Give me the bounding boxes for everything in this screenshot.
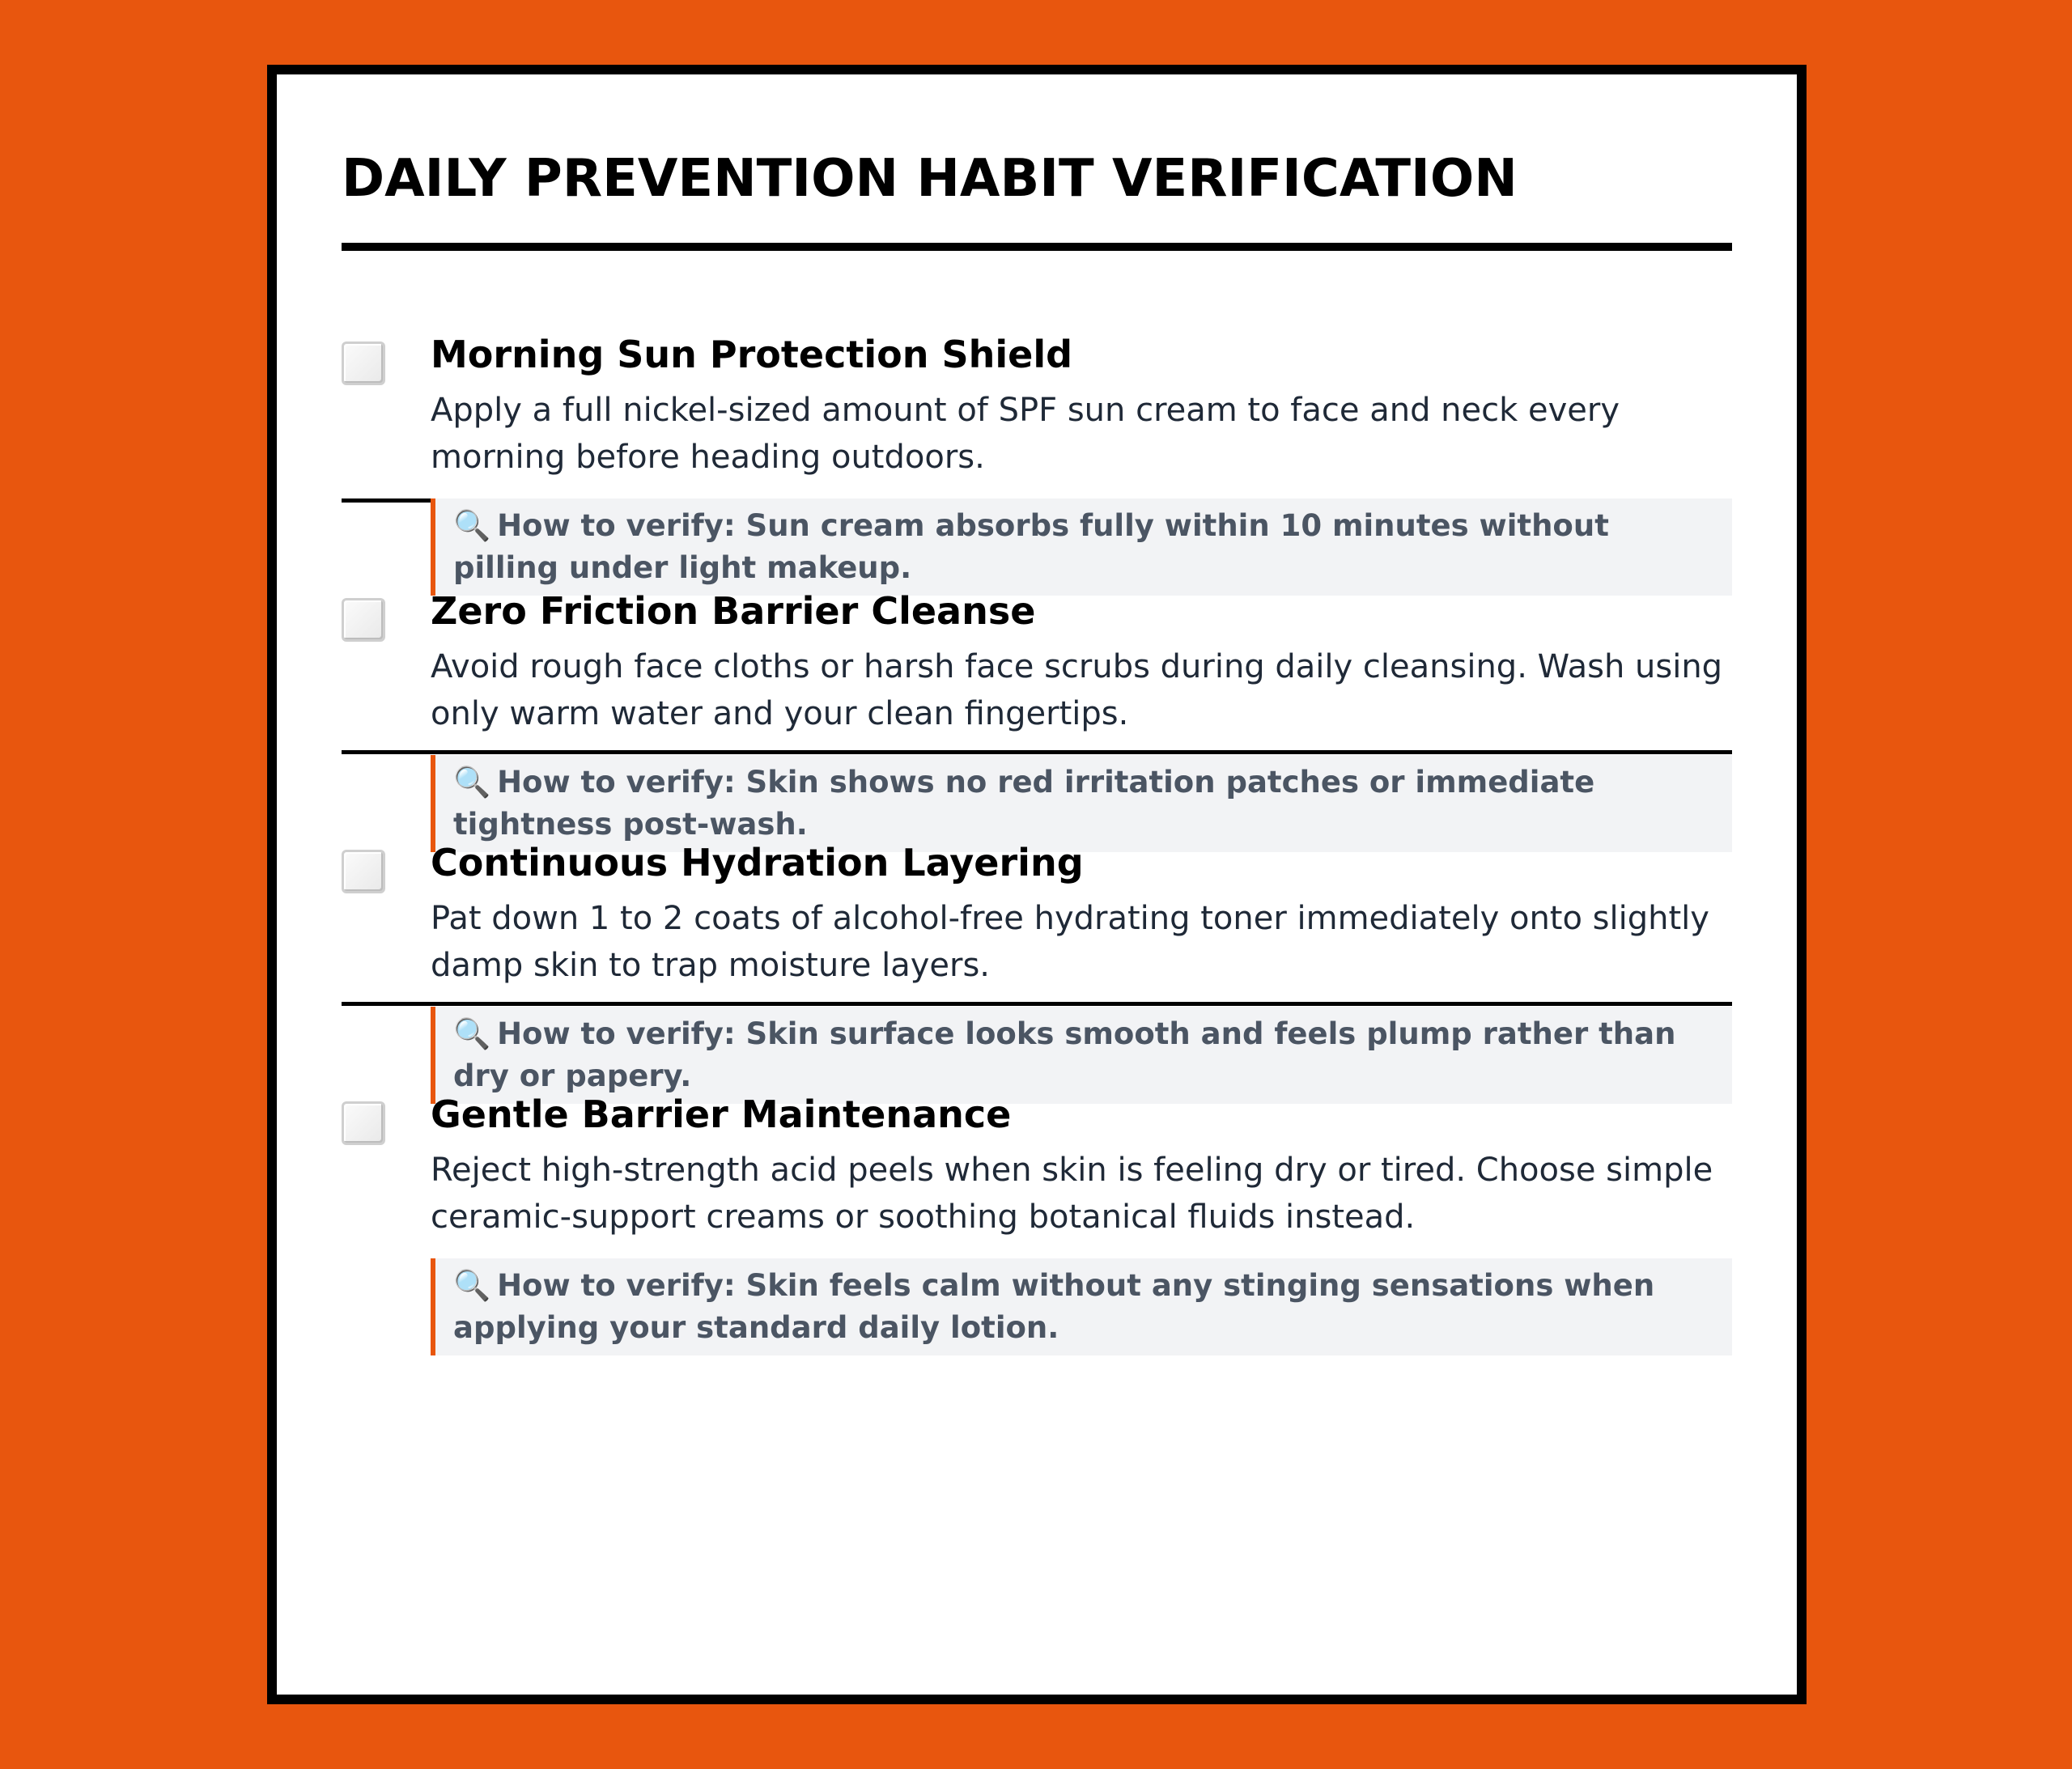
page-title: DAILY PREVENTION HABIT VERIFICATION <box>342 149 1518 209</box>
habit-checkbox[interactable] <box>342 598 385 642</box>
habit-item <box>342 251 1732 585</box>
magnifier-icon: 🔍 <box>453 1268 491 1303</box>
verify-text: How to verify: Sun cream absorbs fully within 10 minutes without pilling under light makeup. <box>453 508 1609 585</box>
verify-text: How to verify: Skin feels calm without any stinging sensations when applying your standard daily lotion. <box>453 1268 1655 1345</box>
habit-description: Apply a full nickel-sized amount of SPF sun cream to face and neck every morning before heading outdoors. <box>431 392 1620 476</box>
habit-content <box>431 332 1732 585</box>
verify-text: How to verify: Skin surface looks smooth and feels plump rather than dry or papery. <box>453 1016 1676 1093</box>
habit-description: Avoid rough face cloths or harsh face scrubs during daily cleansing. Wash using only warm water and your clean fingertips. <box>431 648 1723 732</box>
habit-description: Reject high-strength acid peels when skin is feeling dry or tired. Choose simple ceramic-support creams or soothing botanical fluids instead. <box>431 1152 1713 1236</box>
habit-checkbox[interactable] <box>342 1101 385 1145</box>
verify-note <box>431 1258 1732 1355</box>
habit-checkbox[interactable] <box>342 341 385 385</box>
habit-title: Morning Sun Protection Shield <box>431 333 1073 376</box>
verify-text: How to verify: Skin shows no red irritation patches or immediate tightness post-wash. <box>453 765 1595 842</box>
habit-item <box>342 1006 1732 1345</box>
habit-item <box>342 754 1732 1093</box>
habit-content <box>431 588 1732 842</box>
habit-title: Gentle Barrier Maintenance <box>431 1092 1012 1136</box>
magnifier-icon: 🔍 <box>453 1016 491 1051</box>
habit-content <box>431 840 1732 1093</box>
habit-title: Zero Friction Barrier Cleanse <box>431 589 1036 633</box>
checklist-card <box>267 65 1807 1704</box>
habit-checkbox[interactable] <box>342 850 385 893</box>
magnifier-icon: 🔍 <box>453 765 491 800</box>
habit-title: Continuous Hydration Layering <box>431 841 1084 884</box>
habit-item <box>342 503 1732 842</box>
habit-description: Pat down 1 to 2 coats of alcohol-free hydrating toner immediately onto slightly damp skin to trap moisture layers. <box>431 900 1709 984</box>
magnifier-icon: 🔍 <box>453 508 491 543</box>
title-divider <box>342 243 1732 251</box>
habit-list <box>342 251 1732 1345</box>
habit-content <box>431 1092 1732 1345</box>
